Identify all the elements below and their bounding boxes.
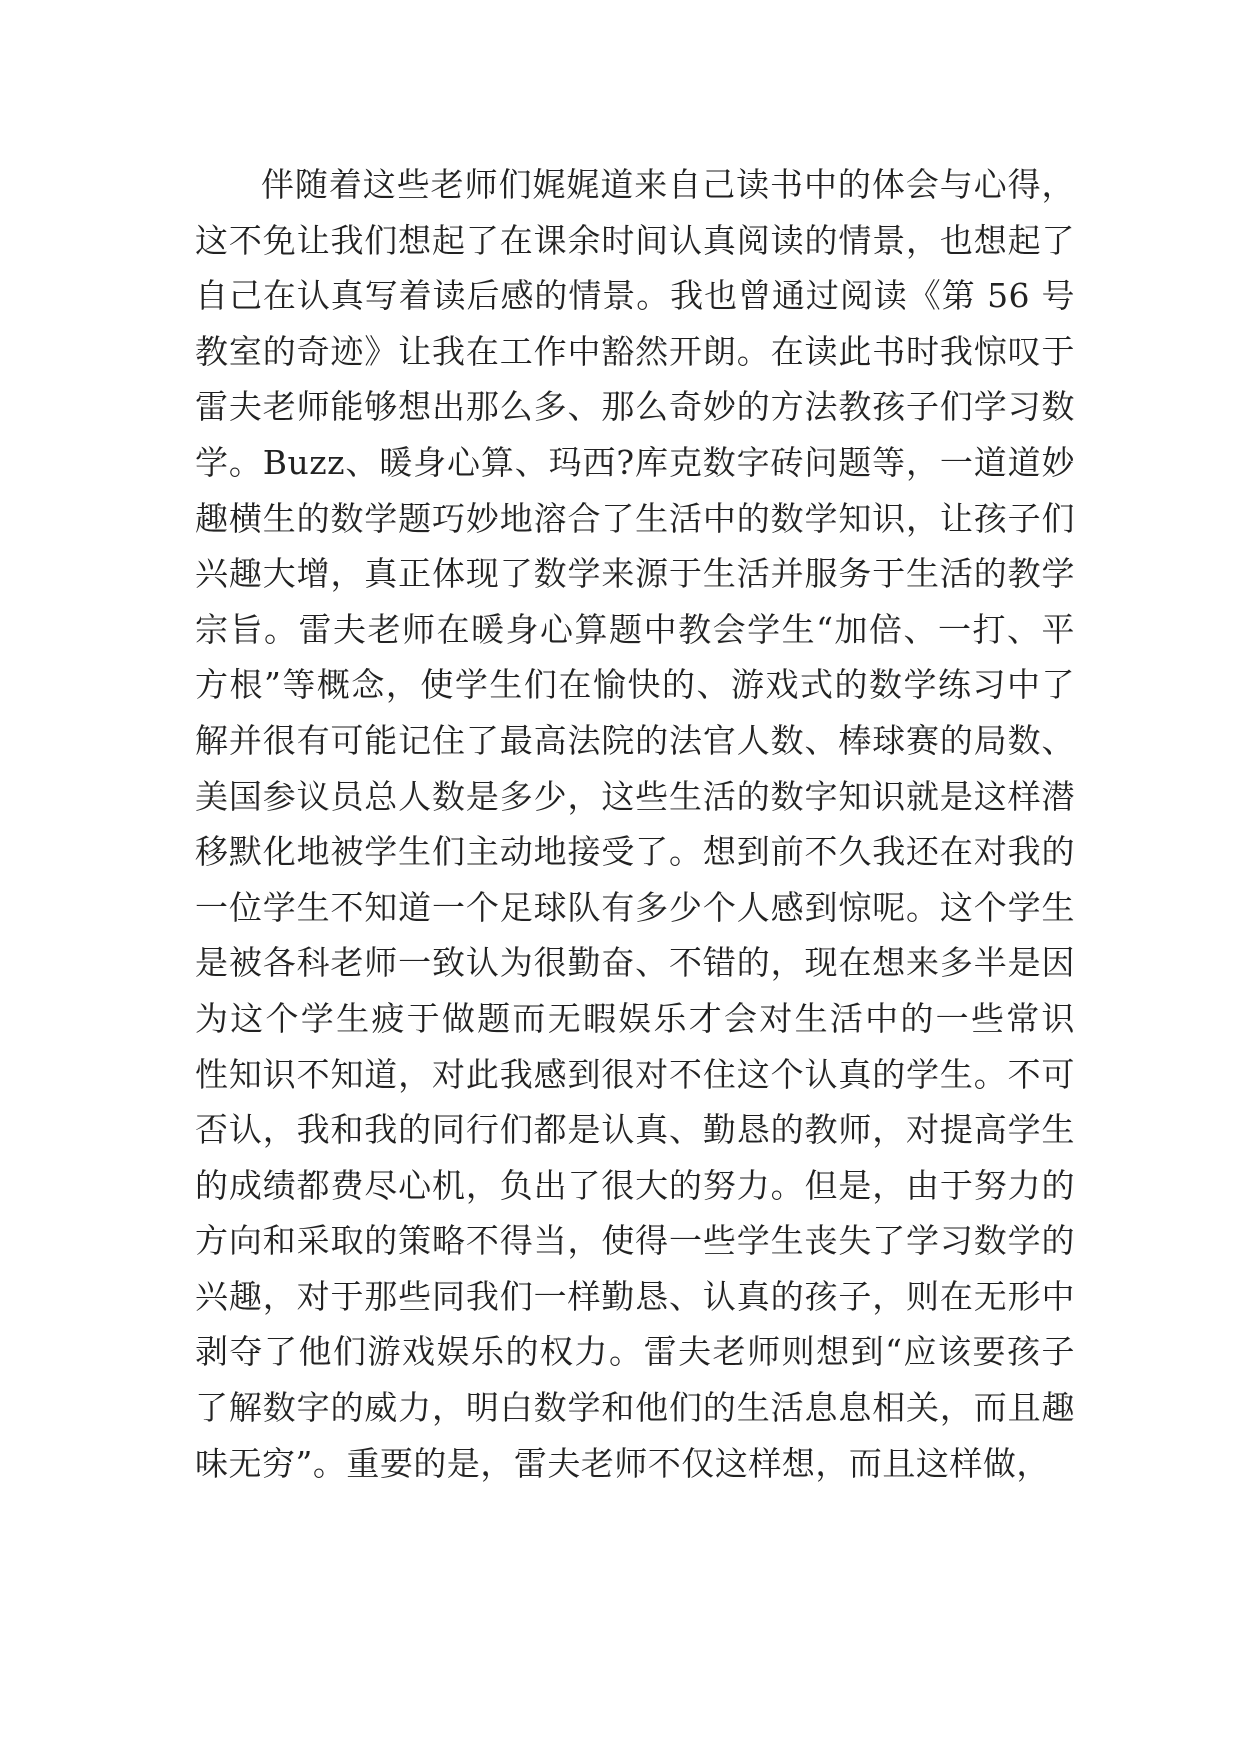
text-line: 否认，我和我的同行们都是认真、勤恳的教师，对提高学生: [195, 1110, 1075, 1150]
text-line: 这不免让我们想起了在课余时间认真阅读的情景，也想起了: [195, 220, 1075, 260]
text-line: 美国参议员总人数是多少，这些生活的数字知识就是这样潜: [195, 776, 1075, 816]
text-line: 性知识不知道，对此我感到很对不住这个认真的学生。不可: [195, 1054, 1075, 1094]
text-line: 兴趣，对于那些同我们一样勤恳、认真的孩子，则在无形中: [195, 1276, 1075, 1316]
text-line: 学。Buzz、暖身心算、玛西?库克数字砖问题等，一道道妙: [195, 442, 1075, 482]
text-line: 趣横生的数学题巧妙地溶合了生活中的数学知识，让孩子们: [195, 498, 1075, 538]
text-line: 宗旨。雷夫老师在暖身心算题中教会学生“加倍、一打、平: [195, 609, 1075, 649]
body-paragraph: [195, 157, 1075, 1491]
text-line: 移默化地被学生们主动地接受了。想到前不久我还在对我的: [195, 832, 1075, 872]
text-line: 兴趣大增，真正体现了数学来源于生活并服务于生活的教学: [195, 554, 1075, 594]
text-line: 了解数字的威力，明白数学和他们的生活息息相关，而且趣: [195, 1388, 1075, 1428]
text-line: 教室的奇迹》让我在工作中豁然开朗。在读此书时我惊叹于: [195, 331, 1075, 371]
text-line: 解并很有可能记住了最高法院的法官人数、棒球赛的局数、: [195, 720, 1075, 760]
text-line: 的成绩都费尽心机，负出了很大的努力。但是，由于努力的: [195, 1165, 1075, 1205]
text-line: 雷夫老师能够想出那么多、那么奇妙的方法教孩子们学习数: [195, 387, 1075, 427]
text-line: 方向和采取的策略不得当，使得一些学生丧失了学习数学的: [195, 1221, 1075, 1261]
text-line: 方根”等概念，使学生们在愉快的、游戏式的数学练习中了: [195, 665, 1075, 705]
text-line: 伴随着这些老师们娓娓道来自己读书中的体会与心得，: [261, 165, 1075, 204]
text-line: 是被各科老师一致认为很勤奋、不错的，现在想来多半是因: [195, 943, 1075, 983]
text-line: 一位学生不知道一个足球队有多少个人感到惊呢。这个学生: [195, 887, 1075, 927]
text-line: 味无穷”。重要的是，雷夫老师不仅这样想，而且这样做，: [195, 1443, 1050, 1483]
text-line: 为这个学生疲于做题而无暇娱乐才会对生活中的一些常识: [195, 998, 1075, 1038]
text-line: 自己在认真写着读后感的情景。我也曾通过阅读《第 56 号: [195, 276, 1075, 316]
text-line: 剥夺了他们游戏娱乐的权力。雷夫老师则想到“应该要孩子: [195, 1332, 1075, 1372]
